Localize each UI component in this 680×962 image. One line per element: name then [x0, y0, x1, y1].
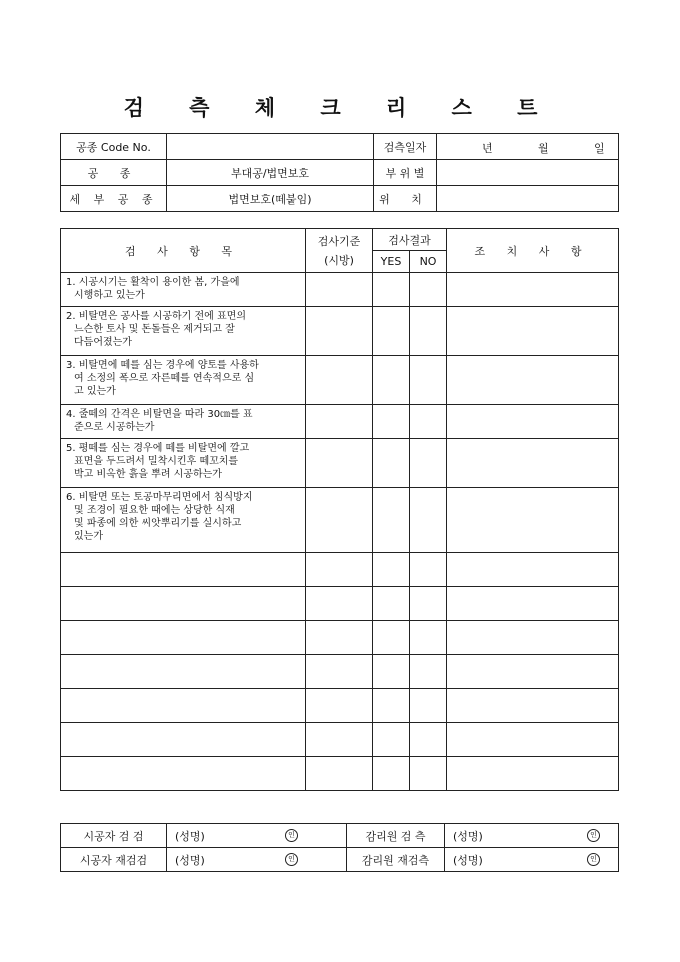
contractor-reinspection-sign[interactable]: [167, 848, 347, 872]
empty-row: [61, 553, 619, 587]
header-standard: [306, 229, 373, 273]
checklist-item-line: 다듬어졌는가: [74, 337, 132, 348]
no-cell[interactable]: [410, 439, 447, 488]
contractor-reinspection-label: 시공자 재검검: [61, 848, 167, 872]
checklist-item: [61, 356, 306, 405]
standard-cell[interactable]: [306, 488, 373, 553]
checklist-row: [61, 307, 619, 356]
no-cell[interactable]: [410, 307, 447, 356]
yes-cell[interactable]: [373, 356, 410, 405]
checklist-row: [61, 356, 619, 405]
no-cell[interactable]: [410, 405, 447, 439]
header-item: 검 사 항 목: [61, 229, 306, 273]
checklist-item-line: 6. 비탈면 또는 토공마무리면에서 침식방지: [66, 492, 253, 503]
standard-cell[interactable]: [306, 273, 373, 307]
checklist-item-line: 및 파종에 의한 씨앗뿌리기를 실시하고: [74, 518, 242, 529]
checklist-item-line: 1. 시공시기는 활착이 용이한 봄, 가을에: [66, 277, 240, 288]
standard-cell[interactable]: [306, 307, 373, 356]
no-cell[interactable]: [410, 356, 447, 405]
checklist-item-line: 있는가: [74, 531, 103, 542]
yes-cell[interactable]: [373, 621, 410, 655]
no-cell[interactable]: [410, 553, 447, 587]
code-label: 공종 Code No.: [61, 134, 167, 160]
checklist-item-empty[interactable]: [61, 689, 306, 723]
standard-cell[interactable]: [306, 655, 373, 689]
action-cell[interactable]: [447, 439, 619, 488]
supervisor-inspection-name: (성명): [453, 829, 483, 843]
no-cell[interactable]: [410, 621, 447, 655]
action-cell[interactable]: [447, 307, 619, 356]
work-value[interactable]: 부대공/법면보호: [167, 160, 374, 186]
checklist-item: [61, 307, 306, 356]
standard-cell[interactable]: [306, 621, 373, 655]
checklist-item-empty[interactable]: [61, 621, 306, 655]
standard-cell[interactable]: [306, 439, 373, 488]
seal-icon: 인: [285, 829, 298, 842]
detail-value[interactable]: 법면보호(떼붙임): [167, 186, 374, 212]
standard-cell[interactable]: [306, 553, 373, 587]
standard-cell[interactable]: [306, 405, 373, 439]
checklist-item: [61, 405, 306, 439]
checklist-item-empty[interactable]: [61, 587, 306, 621]
supervisor-inspection-sign[interactable]: [445, 824, 619, 848]
checklist-item-empty[interactable]: [61, 723, 306, 757]
yes-cell[interactable]: [373, 553, 410, 587]
header-no: NO: [410, 251, 447, 273]
supervisor-reinspection-sign[interactable]: [445, 848, 619, 872]
checklist-table: [60, 228, 619, 791]
action-cell[interactable]: [447, 621, 619, 655]
no-cell[interactable]: [410, 689, 447, 723]
seal-icon: 인: [587, 829, 600, 842]
date-day: 일: [594, 142, 605, 155]
contractor-reinspection-name: (성명): [175, 853, 205, 867]
empty-row: [61, 587, 619, 621]
checklist-row: [61, 273, 619, 307]
date-label: 검측일자: [374, 134, 437, 160]
action-cell[interactable]: [447, 655, 619, 689]
document-title: 검 측 체 크 리 스 트: [123, 95, 557, 120]
seal-icon: 인: [587, 853, 600, 866]
yes-cell[interactable]: [373, 307, 410, 356]
standard-cell[interactable]: [306, 587, 373, 621]
no-cell[interactable]: [410, 488, 447, 553]
yes-cell[interactable]: [373, 723, 410, 757]
action-cell[interactable]: [447, 356, 619, 405]
supervisor-reinspection-label: 감리원 재검측: [347, 848, 445, 872]
contractor-inspection-label: 시공자 검 검: [61, 824, 167, 848]
checklist-item-line: 5. 평떼를 심는 경우에 떼를 비탈면에 깔고: [66, 443, 250, 454]
detail-label: 세 부 공 종: [61, 186, 167, 212]
checklist-item-line: 고 있는가: [74, 386, 116, 397]
standard-cell[interactable]: [306, 356, 373, 405]
contractor-inspection-name: (성명): [175, 829, 205, 843]
header-result: 검사결과: [373, 229, 447, 251]
checklist-row: [61, 405, 619, 439]
checklist-item-empty[interactable]: [61, 655, 306, 689]
info-table: [60, 133, 619, 212]
part-value[interactable]: [437, 160, 619, 186]
action-cell[interactable]: [447, 723, 619, 757]
checklist-item-line: 2. 비탈면은 공사를 시공하기 전에 표면의: [66, 311, 246, 322]
checklist-item-line: 준으로 시공하는가: [74, 422, 155, 433]
checklist-item-empty[interactable]: [61, 757, 306, 791]
yes-cell[interactable]: [373, 439, 410, 488]
part-label: 부 위 별: [374, 160, 437, 186]
header-yes: YES: [373, 251, 410, 273]
checklist-row: [61, 488, 619, 553]
checklist-item: [61, 439, 306, 488]
checklist-item-line: 시행하고 있는가: [74, 290, 145, 301]
checklist-item-line: 여 소정의 폭으로 자른떼를 연속적으로 심: [74, 373, 255, 384]
action-cell[interactable]: [447, 273, 619, 307]
checklist-item-line: 표면을 두드려서 밀착시킨후 떼꼬치를: [74, 456, 239, 467]
no-cell[interactable]: [410, 587, 447, 621]
yes-cell[interactable]: [373, 488, 410, 553]
empty-row: [61, 689, 619, 723]
checklist-item-line: 4. 줄떼의 간격은 비탈면을 따라 30㎝를 표: [66, 409, 253, 420]
supervisor-reinspection-name: (성명): [453, 853, 483, 867]
checklist-item: [61, 273, 306, 307]
seal-icon: 인: [285, 853, 298, 866]
action-cell[interactable]: [447, 488, 619, 553]
checklist-item-empty[interactable]: [61, 553, 306, 587]
checklist-item-line: 3. 비탈면에 떼를 심는 경우에 양토를 사용하: [66, 360, 259, 371]
yes-cell[interactable]: [373, 757, 410, 791]
signature-table: [60, 823, 619, 872]
yes-cell[interactable]: [373, 587, 410, 621]
checklist-item: [61, 488, 306, 553]
checklist-item-line: 박고 비옥한 흙을 뿌려 시공하는가: [74, 469, 222, 480]
standard-cell[interactable]: [306, 689, 373, 723]
header-standard-line2: (시방): [324, 253, 354, 267]
no-cell[interactable]: [410, 655, 447, 689]
standard-cell[interactable]: [306, 723, 373, 757]
empty-row: [61, 757, 619, 791]
contractor-inspection-sign[interactable]: [167, 824, 347, 848]
empty-row: [61, 621, 619, 655]
action-cell[interactable]: [447, 689, 619, 723]
no-cell[interactable]: [410, 757, 447, 791]
date-year: 년: [482, 142, 493, 155]
yes-cell[interactable]: [373, 273, 410, 307]
checklist-item-line: 느슨한 토사 및 돈돌들은 제거되고 잘: [74, 324, 235, 335]
yes-cell[interactable]: [373, 405, 410, 439]
date-month: 월: [538, 142, 549, 155]
work-label: 공 종: [61, 160, 167, 186]
yes-cell[interactable]: [373, 655, 410, 689]
action-cell[interactable]: [447, 757, 619, 791]
no-cell[interactable]: [410, 273, 447, 307]
checklist-row: [61, 439, 619, 488]
loc-value[interactable]: [437, 186, 619, 212]
date-value[interactable]: [437, 134, 619, 160]
header-standard-line1: 검사기준: [317, 234, 361, 248]
checklist-item-line: 및 조경이 필요한 때에는 상당한 식재: [74, 505, 235, 516]
code-value[interactable]: [167, 134, 374, 160]
empty-row: [61, 723, 619, 757]
header-action: 조 치 사 항: [447, 229, 619, 273]
action-cell[interactable]: [447, 405, 619, 439]
empty-row: [61, 655, 619, 689]
no-cell[interactable]: [410, 723, 447, 757]
supervisor-inspection-label: 감리원 검 측: [347, 824, 445, 848]
action-cell[interactable]: [447, 587, 619, 621]
yes-cell[interactable]: [373, 689, 410, 723]
action-cell[interactable]: [447, 553, 619, 587]
standard-cell[interactable]: [306, 757, 373, 791]
loc-label: 위 치: [374, 186, 437, 212]
